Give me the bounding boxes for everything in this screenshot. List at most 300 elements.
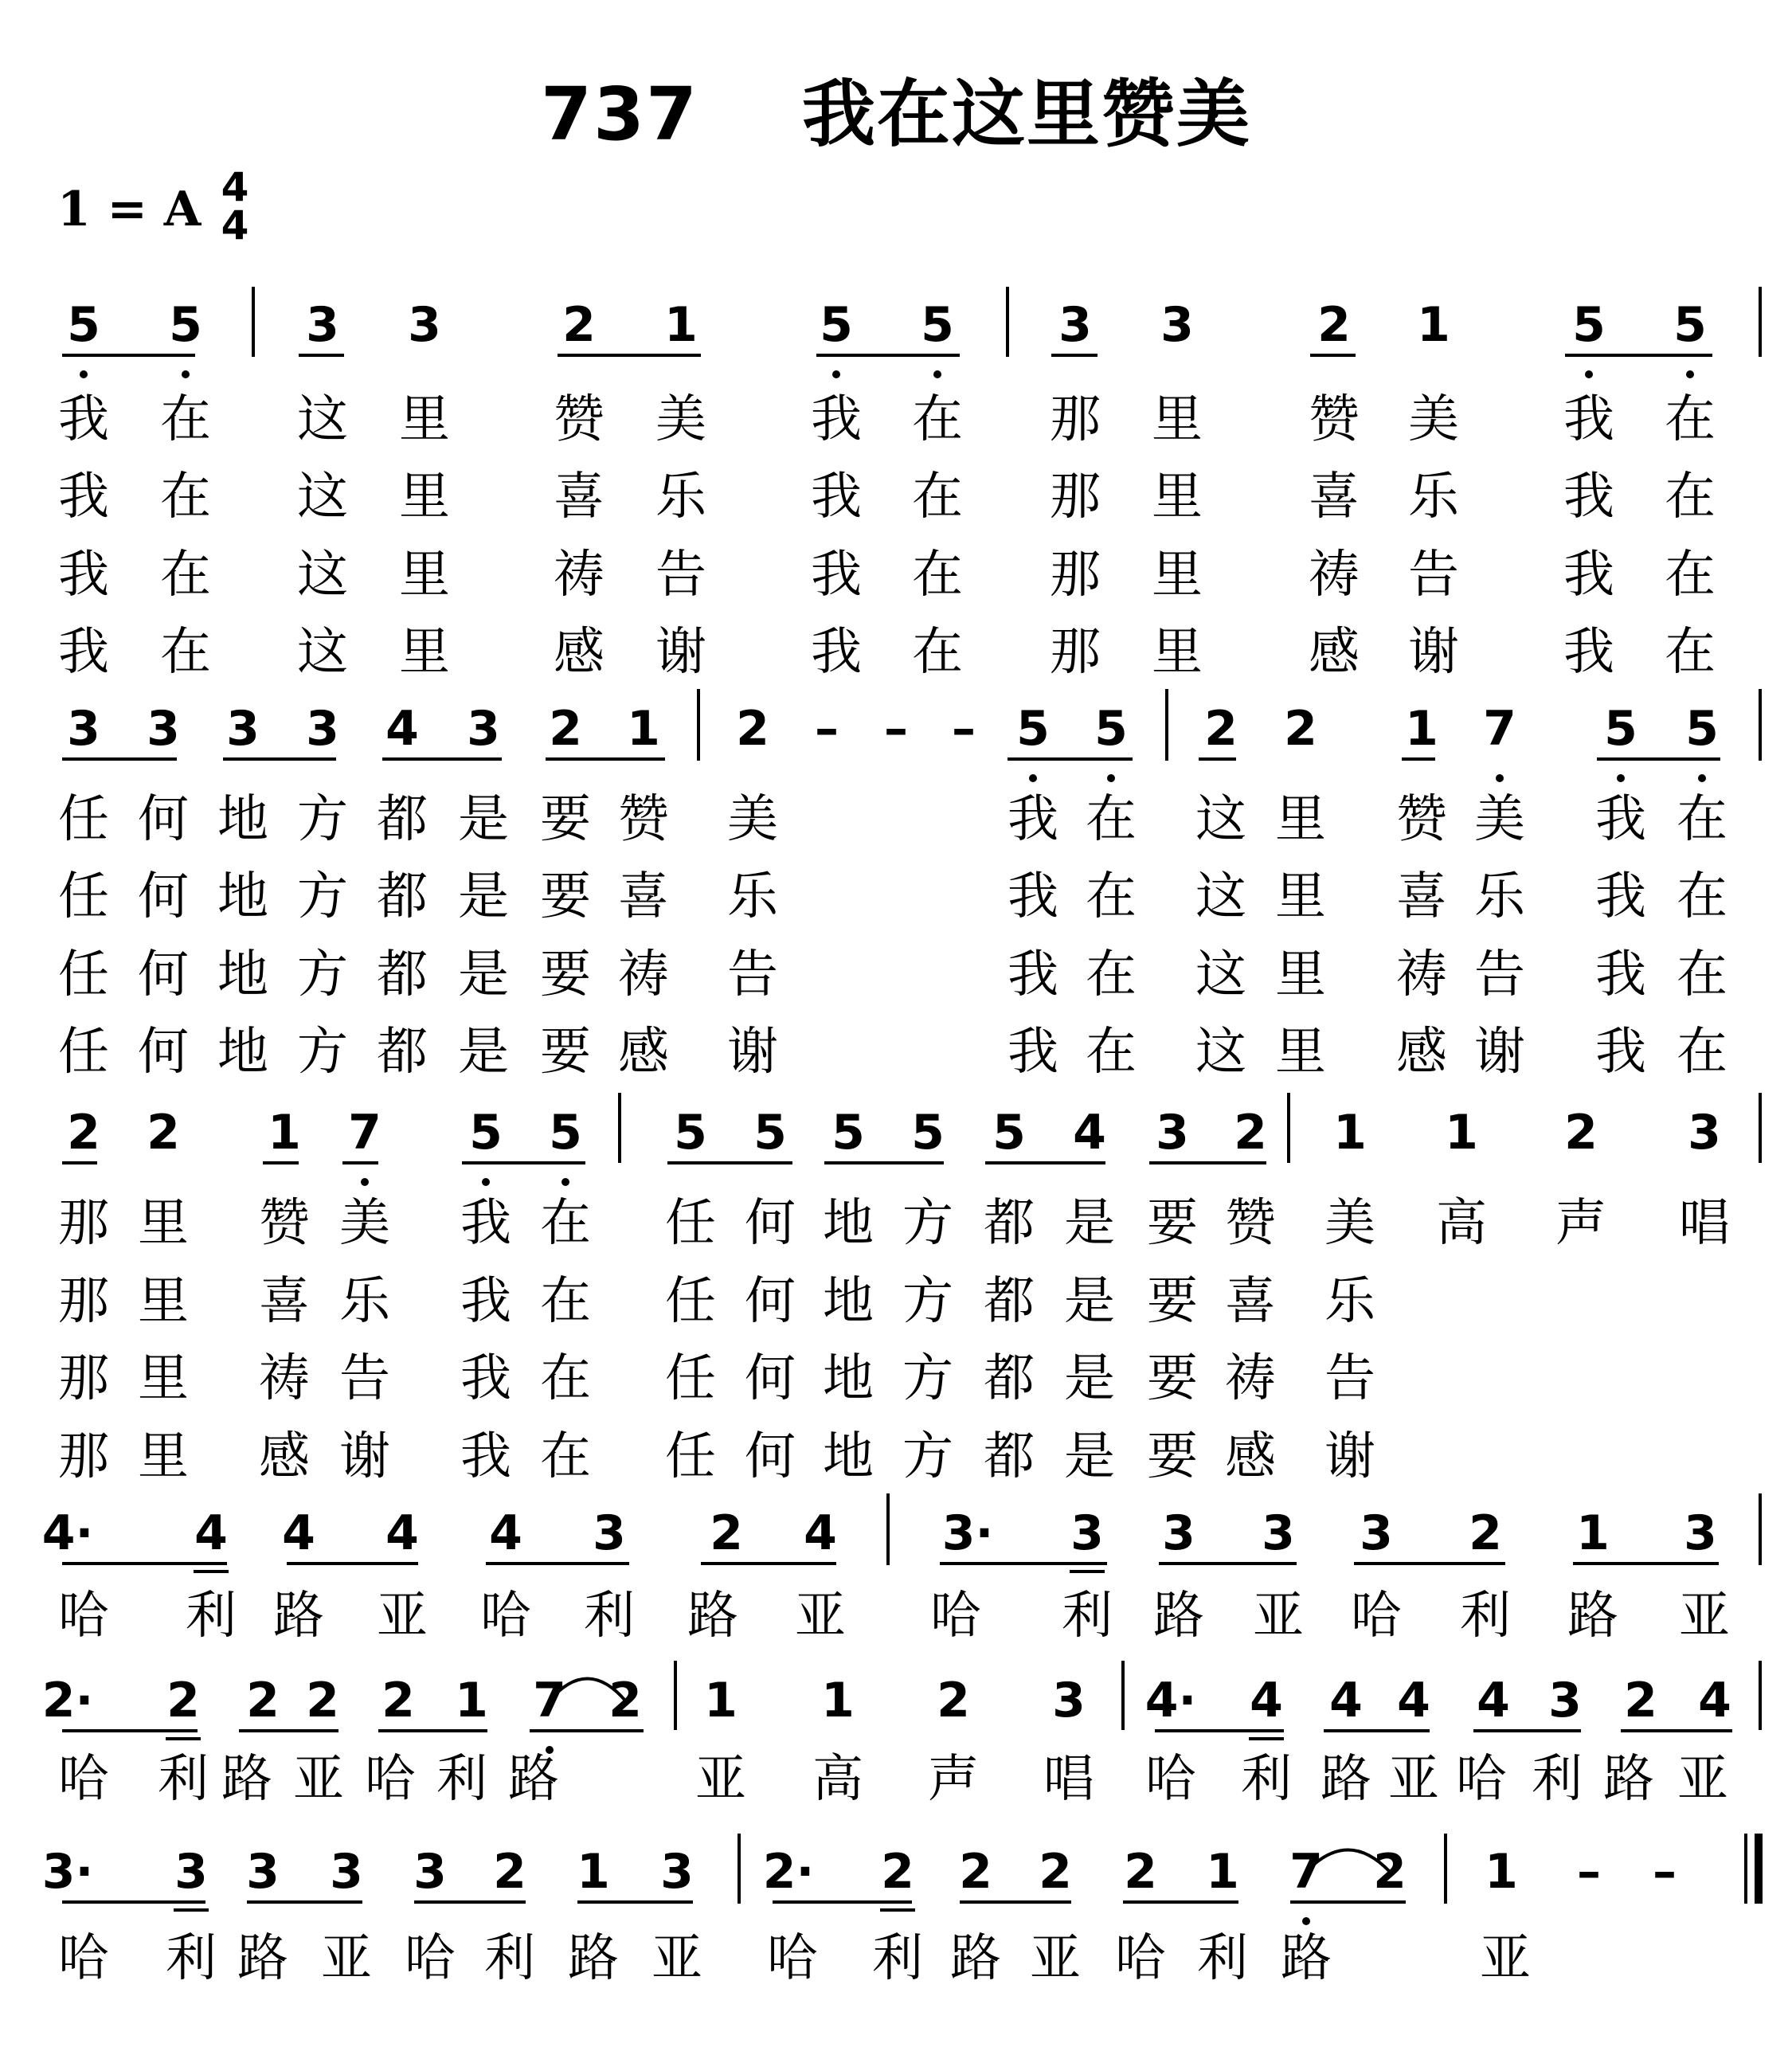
lyric-3-3-12: 是 bbox=[1064, 1349, 1115, 1408]
note-3-16: 1 bbox=[1445, 1105, 1478, 1161]
octave-dot-2-19 bbox=[1617, 774, 1625, 782]
lyric-2-3-17: 在 bbox=[1677, 945, 1727, 1004]
lyric-6-1-8: 亚 bbox=[651, 1929, 702, 1988]
lyric-1-4-3: 这 bbox=[297, 623, 348, 682]
note-3-4: 7 bbox=[348, 1105, 381, 1161]
lyric-6-1-11: 路 bbox=[950, 1929, 1001, 1988]
lyric-3-1-16: 高 bbox=[1436, 1194, 1487, 1253]
note-3-14: 2 bbox=[1234, 1105, 1267, 1161]
lyric-5-1-19: 亚 bbox=[1677, 1750, 1728, 1809]
time-bottom: 4 bbox=[221, 202, 249, 249]
lyric-3-1-11: 都 bbox=[984, 1194, 1035, 1253]
note-6-19: – bbox=[1653, 1844, 1677, 1900]
note-3-10: 5 bbox=[911, 1105, 945, 1161]
note-6-7: 1 bbox=[577, 1844, 610, 1900]
note-5-4: 2 bbox=[306, 1673, 339, 1728]
lyric-2-3-3: 地 bbox=[217, 945, 268, 1004]
lyric-3-1-5: 我 bbox=[460, 1194, 511, 1253]
note-4-16: 3 bbox=[1684, 1505, 1717, 1561]
lyric-3-4-3: 感 bbox=[259, 1427, 310, 1486]
lyric-1-1-14: 在 bbox=[1665, 390, 1716, 449]
lyric-2-2-13: 里 bbox=[1275, 867, 1326, 926]
lyric-2-4-1: 任 bbox=[58, 1023, 109, 1082]
octave-dot-1-7 bbox=[832, 370, 840, 378]
note-5-12: 3 bbox=[1052, 1673, 1086, 1728]
note-4-9: 3· bbox=[941, 1505, 994, 1561]
lyric-5-1-14: 路 bbox=[1321, 1750, 1371, 1809]
lyric-1-2-6: 乐 bbox=[655, 468, 706, 526]
lyric-3-1-13: 要 bbox=[1147, 1194, 1198, 1253]
lyric-1-3-5: 祷 bbox=[554, 546, 605, 605]
lyric-2-3-7: 要 bbox=[540, 945, 591, 1004]
lyric-6-1-4: 亚 bbox=[321, 1929, 372, 1988]
lyric-6-1-15: 路 bbox=[1281, 1929, 1332, 1988]
lyric-2-2-14: 喜 bbox=[1396, 867, 1447, 926]
lyric-1-4-7: 我 bbox=[811, 623, 862, 682]
lyric-2-2-8: 喜 bbox=[618, 867, 669, 926]
lyric-5-1-17: 利 bbox=[1532, 1750, 1583, 1809]
note-2-16: 2 bbox=[1284, 701, 1317, 757]
note-6-8: 3 bbox=[660, 1844, 694, 1900]
lyric-4-1-16: 亚 bbox=[1679, 1587, 1730, 1646]
lyric-1-3-10: 里 bbox=[1152, 546, 1203, 605]
lyric-3-3-2: 里 bbox=[138, 1349, 189, 1408]
lyric-6-1-2: 利 bbox=[166, 1929, 217, 1988]
note-4-14: 2 bbox=[1469, 1505, 1502, 1561]
lyric-1-2-1: 我 bbox=[58, 468, 109, 526]
lyric-4-1-7: 路 bbox=[687, 1587, 738, 1646]
note-2-7: 2 bbox=[549, 701, 582, 757]
lyric-2-4-15: 谢 bbox=[1474, 1023, 1525, 1082]
lyric-1-2-10: 里 bbox=[1152, 468, 1203, 526]
lyric-2-1-12: 这 bbox=[1195, 790, 1246, 849]
lyric-3-1-14: 赞 bbox=[1225, 1194, 1276, 1253]
lyric-1-2-7: 我 bbox=[811, 468, 862, 526]
lyric-3-1-18: 唱 bbox=[1679, 1194, 1730, 1253]
octave-dot-3-6 bbox=[561, 1178, 569, 1186]
lyric-1-3-3: 这 bbox=[297, 546, 348, 605]
lyric-4-1-5: 哈 bbox=[480, 1587, 531, 1646]
lyric-1-1-5: 赞 bbox=[554, 390, 605, 449]
lyric-1-3-6: 告 bbox=[655, 546, 706, 605]
lyric-3-4-4: 谢 bbox=[339, 1427, 390, 1486]
lyric-1-1-9: 那 bbox=[1050, 390, 1101, 449]
octave-dot-1-2 bbox=[182, 370, 190, 378]
lyric-1-1-8: 在 bbox=[912, 390, 963, 449]
note-3-3: 1 bbox=[268, 1105, 301, 1161]
lyric-2-1-4: 方 bbox=[297, 790, 348, 849]
lyric-1-1-7: 我 bbox=[811, 390, 862, 449]
lyric-1-3-4: 里 bbox=[399, 546, 450, 605]
lyric-2-2-15: 乐 bbox=[1474, 867, 1525, 926]
lyric-4-1-11: 路 bbox=[1153, 1587, 1204, 1646]
octave-dot-1-8 bbox=[933, 370, 941, 378]
lyric-3-1-10: 方 bbox=[902, 1194, 953, 1253]
lyric-2-4-3: 地 bbox=[217, 1023, 268, 1082]
lyric-4-1-1: 哈 bbox=[58, 1587, 109, 1646]
note-6-17: 1 bbox=[1485, 1844, 1518, 1900]
lyric-2-3-10: 我 bbox=[1008, 945, 1058, 1004]
lyric-1-3-7: 我 bbox=[811, 546, 862, 605]
lyric-2-1-14: 赞 bbox=[1396, 790, 1447, 849]
lyric-3-3-1: 那 bbox=[58, 1349, 109, 1408]
lyric-5-1-1: 哈 bbox=[58, 1750, 109, 1809]
lyric-3-4-10: 方 bbox=[902, 1427, 953, 1486]
lyric-3-3-8: 何 bbox=[745, 1349, 796, 1408]
note-2-18: 7 bbox=[1483, 701, 1516, 757]
lyric-3-3-10: 方 bbox=[902, 1349, 953, 1408]
lyric-2-1-17: 在 bbox=[1677, 790, 1727, 849]
lyric-3-3-4: 告 bbox=[339, 1349, 390, 1408]
lyric-3-4-13: 要 bbox=[1147, 1427, 1198, 1486]
lyric-6-1-5: 哈 bbox=[405, 1929, 456, 1988]
lyric-1-1-3: 这 bbox=[297, 390, 348, 449]
note-6-3: 3 bbox=[246, 1844, 280, 1900]
lyric-3-2-5: 我 bbox=[460, 1272, 511, 1331]
lyric-2-4-9: 谢 bbox=[727, 1023, 778, 1082]
lyric-2-1-7: 要 bbox=[540, 790, 591, 849]
note-4-15: 1 bbox=[1576, 1505, 1610, 1561]
hymn-name: 我在这里赞美 bbox=[802, 72, 1252, 157]
lyric-2-1-3: 地 bbox=[217, 790, 268, 849]
note-6-2: 3 bbox=[174, 1844, 208, 1900]
lyric-6-1-13: 哈 bbox=[1115, 1929, 1166, 1988]
note-6-11: 2 bbox=[959, 1844, 992, 1900]
note-3-6: 5 bbox=[549, 1105, 582, 1161]
lyric-3-1-17: 声 bbox=[1555, 1194, 1606, 1253]
lyric-4-1-4: 亚 bbox=[377, 1587, 428, 1646]
note-2-11: – bbox=[884, 701, 908, 757]
lyric-1-2-2: 在 bbox=[160, 468, 211, 526]
note-3-12: 4 bbox=[1073, 1105, 1106, 1161]
lyric-3-4-15: 谢 bbox=[1324, 1427, 1375, 1486]
lyric-3-2-7: 任 bbox=[665, 1272, 716, 1331]
lyric-2-4-10: 我 bbox=[1008, 1023, 1058, 1082]
lyric-2-2-10: 我 bbox=[1008, 867, 1058, 926]
lyric-2-4-11: 在 bbox=[1086, 1023, 1137, 1082]
note-1-5: 2 bbox=[562, 297, 596, 353]
lyric-3-2-10: 方 bbox=[902, 1272, 953, 1331]
hymn-number: 737 bbox=[540, 72, 699, 157]
lyric-6-1-12: 亚 bbox=[1030, 1929, 1081, 1988]
lyric-2-3-8: 祷 bbox=[618, 945, 669, 1004]
lyric-1-4-14: 在 bbox=[1665, 623, 1716, 682]
note-6-10: 2 bbox=[881, 1844, 914, 1900]
lyric-1-2-9: 那 bbox=[1050, 468, 1101, 526]
lyric-2-2-5: 都 bbox=[377, 867, 428, 926]
note-6-15: 7 bbox=[1289, 1844, 1323, 1900]
lyric-5-1-12: 哈 bbox=[1145, 1750, 1196, 1809]
note-1-4: 3 bbox=[408, 297, 441, 353]
note-5-3: 2 bbox=[246, 1673, 280, 1728]
lyric-1-3-1: 我 bbox=[58, 546, 109, 605]
note-2-5: 4 bbox=[385, 701, 419, 757]
note-6-6: 2 bbox=[493, 1844, 526, 1900]
note-2-9: 2 bbox=[736, 701, 769, 757]
lyric-5-1-16: 哈 bbox=[1456, 1750, 1507, 1809]
lyric-3-2-3: 喜 bbox=[259, 1272, 310, 1331]
note-2-4: 3 bbox=[306, 701, 339, 757]
note-3-17: 2 bbox=[1564, 1105, 1598, 1161]
lyric-5-1-6: 利 bbox=[436, 1750, 487, 1809]
lyric-2-3-15: 告 bbox=[1474, 945, 1525, 1004]
lyric-5-1-11: 唱 bbox=[1043, 1750, 1094, 1809]
lyric-6-1-10: 利 bbox=[872, 1929, 923, 1988]
note-4-7: 2 bbox=[710, 1505, 743, 1561]
note-6-16: 2 bbox=[1373, 1844, 1407, 1900]
octave-dot-2-14 bbox=[1107, 774, 1115, 782]
lyric-1-4-5: 感 bbox=[554, 623, 605, 682]
lyric-3-4-12: 是 bbox=[1064, 1427, 1115, 1486]
note-4-5: 4 bbox=[489, 1505, 522, 1561]
lyric-4-1-3: 路 bbox=[273, 1587, 324, 1646]
lyric-3-1-7: 任 bbox=[665, 1194, 716, 1253]
note-1-6: 1 bbox=[664, 297, 698, 353]
note-5-14: 4 bbox=[1250, 1673, 1283, 1728]
lyric-6-1-9: 哈 bbox=[767, 1929, 818, 1988]
lyric-2-3-2: 何 bbox=[138, 945, 189, 1004]
lyric-3-2-8: 何 bbox=[745, 1272, 796, 1331]
note-4-3: 4 bbox=[282, 1505, 315, 1561]
lyric-1-1-4: 里 bbox=[399, 390, 450, 449]
lyric-3-1-6: 在 bbox=[540, 1194, 591, 1253]
note-2-19: 5 bbox=[1604, 701, 1637, 757]
lyric-2-2-7: 要 bbox=[540, 867, 591, 926]
lyric-4-1-8: 亚 bbox=[795, 1587, 846, 1646]
lyric-3-4-2: 里 bbox=[138, 1427, 189, 1486]
lyric-2-2-11: 在 bbox=[1086, 867, 1137, 926]
lyric-2-3-13: 里 bbox=[1275, 945, 1326, 1004]
lyric-3-4-1: 那 bbox=[58, 1427, 109, 1486]
lyric-5-1-15: 亚 bbox=[1388, 1750, 1439, 1809]
lyric-3-3-13: 要 bbox=[1147, 1349, 1198, 1408]
key-signature: 1 = A bbox=[57, 182, 202, 237]
note-5-7: 7 bbox=[533, 1673, 566, 1728]
note-3-7: 5 bbox=[674, 1105, 707, 1161]
note-3-18: 3 bbox=[1688, 1105, 1721, 1161]
lyric-6-1-14: 利 bbox=[1197, 1929, 1248, 1988]
lyric-2-2-2: 何 bbox=[138, 867, 189, 926]
lyric-3-4-6: 在 bbox=[540, 1427, 591, 1486]
lyric-2-1-10: 我 bbox=[1008, 790, 1058, 849]
note-5-5: 2 bbox=[381, 1673, 415, 1728]
lyric-2-4-6: 是 bbox=[458, 1023, 509, 1082]
lyric-6-1-16: 亚 bbox=[1480, 1929, 1531, 1988]
lyric-2-1-15: 美 bbox=[1474, 790, 1525, 849]
lyric-6-1-1: 哈 bbox=[58, 1929, 109, 1988]
lyric-1-2-8: 在 bbox=[912, 468, 963, 526]
lyric-2-4-17: 在 bbox=[1677, 1023, 1727, 1082]
lyric-2-4-14: 感 bbox=[1396, 1023, 1447, 1082]
lyric-1-4-1: 我 bbox=[58, 623, 109, 682]
lyric-5-1-4: 亚 bbox=[293, 1750, 344, 1809]
note-2-6: 3 bbox=[467, 701, 500, 757]
lyric-5-1-18: 路 bbox=[1603, 1750, 1654, 1809]
lyric-2-2-6: 是 bbox=[458, 867, 509, 926]
note-1-8: 5 bbox=[921, 297, 954, 353]
lyric-4-1-12: 亚 bbox=[1253, 1587, 1304, 1646]
lyric-1-2-12: 乐 bbox=[1408, 468, 1459, 526]
lyric-1-4-8: 在 bbox=[912, 623, 963, 682]
note-4-8: 4 bbox=[804, 1505, 837, 1561]
note-5-6: 1 bbox=[455, 1673, 488, 1728]
lyric-2-4-7: 要 bbox=[540, 1023, 591, 1082]
note-2-12: – bbox=[952, 701, 976, 757]
lyric-4-1-15: 路 bbox=[1567, 1587, 1618, 1646]
note-6-9: 2· bbox=[762, 1844, 815, 1900]
lyric-2-2-12: 这 bbox=[1195, 867, 1246, 926]
lyric-1-1-10: 里 bbox=[1152, 390, 1203, 449]
lyric-1-2-5: 喜 bbox=[554, 468, 605, 526]
lyric-3-3-14: 祷 bbox=[1225, 1349, 1276, 1408]
lyric-1-3-9: 那 bbox=[1050, 546, 1101, 605]
note-6-12: 2 bbox=[1039, 1844, 1072, 1900]
lyric-3-4-9: 地 bbox=[823, 1427, 874, 1486]
lyric-1-3-14: 在 bbox=[1665, 546, 1716, 605]
lyric-3-2-15: 乐 bbox=[1324, 1272, 1375, 1331]
lyric-3-3-6: 在 bbox=[540, 1349, 591, 1408]
note-1-12: 1 bbox=[1417, 297, 1450, 353]
lyric-3-4-14: 感 bbox=[1225, 1427, 1276, 1486]
lyric-1-4-10: 里 bbox=[1152, 623, 1203, 682]
lyric-6-1-3: 路 bbox=[237, 1929, 288, 1988]
lyric-3-3-7: 任 bbox=[665, 1349, 716, 1408]
lyric-1-1-2: 在 bbox=[160, 390, 211, 449]
lyric-1-2-14: 在 bbox=[1665, 468, 1716, 526]
lyric-2-3-12: 这 bbox=[1195, 945, 1246, 1004]
note-1-11: 2 bbox=[1317, 297, 1351, 353]
note-3-1: 2 bbox=[67, 1105, 100, 1161]
lyric-4-1-6: 利 bbox=[584, 1587, 635, 1646]
note-2-15: 2 bbox=[1204, 701, 1238, 757]
note-2-13: 5 bbox=[1016, 701, 1050, 757]
lyric-4-1-10: 利 bbox=[1062, 1587, 1113, 1646]
note-4-10: 3 bbox=[1070, 1505, 1104, 1561]
lyric-2-1-13: 里 bbox=[1275, 790, 1326, 849]
note-1-9: 3 bbox=[1058, 297, 1092, 353]
note-4-4: 4 bbox=[385, 1505, 419, 1561]
note-1-10: 3 bbox=[1160, 297, 1194, 353]
note-5-15: 4 bbox=[1329, 1673, 1363, 1728]
note-5-11: 2 bbox=[937, 1673, 970, 1728]
note-3-11: 5 bbox=[992, 1105, 1026, 1161]
note-2-14: 5 bbox=[1094, 701, 1128, 757]
lyric-2-2-17: 在 bbox=[1677, 867, 1727, 926]
lyric-3-2-6: 在 bbox=[540, 1272, 591, 1331]
lyric-3-4-7: 任 bbox=[665, 1427, 716, 1486]
lyric-2-4-12: 这 bbox=[1195, 1023, 1246, 1082]
lyric-2-2-16: 我 bbox=[1595, 867, 1646, 926]
lyric-3-3-9: 地 bbox=[823, 1349, 874, 1408]
lyric-2-1-11: 在 bbox=[1086, 790, 1137, 849]
note-3-8: 5 bbox=[753, 1105, 787, 1161]
lyric-3-1-9: 地 bbox=[823, 1194, 874, 1253]
note-5-2: 2 bbox=[166, 1673, 200, 1728]
lyric-3-2-11: 都 bbox=[984, 1272, 1035, 1331]
lyric-6-1-6: 利 bbox=[484, 1929, 535, 1988]
lyric-1-1-12: 美 bbox=[1408, 390, 1459, 449]
note-2-2: 3 bbox=[147, 701, 180, 757]
lyric-1-2-13: 我 bbox=[1563, 468, 1614, 526]
lyric-2-4-13: 里 bbox=[1275, 1023, 1326, 1082]
note-5-1: 2· bbox=[41, 1673, 94, 1728]
lyric-1-4-9: 那 bbox=[1050, 623, 1101, 682]
note-2-1: 3 bbox=[67, 701, 100, 757]
note-4-1: 4· bbox=[41, 1505, 94, 1561]
note-3-5: 5 bbox=[469, 1105, 503, 1161]
octave-dot-1-13 bbox=[1585, 370, 1593, 378]
lyric-2-1-9: 美 bbox=[727, 790, 778, 849]
lyric-3-4-8: 何 bbox=[745, 1427, 796, 1486]
note-4-2: 4 bbox=[194, 1505, 228, 1561]
lyric-3-1-3: 赞 bbox=[259, 1194, 310, 1253]
note-4-12: 3 bbox=[1262, 1505, 1295, 1561]
lyric-1-4-4: 里 bbox=[399, 623, 450, 682]
note-5-20: 4 bbox=[1698, 1673, 1731, 1728]
lyric-3-2-2: 里 bbox=[138, 1272, 189, 1331]
octave-dot-6-15 bbox=[1302, 1917, 1310, 1925]
lyric-5-1-13: 利 bbox=[1241, 1750, 1292, 1809]
lyric-2-3-11: 在 bbox=[1086, 945, 1137, 1004]
lyric-5-1-2: 利 bbox=[158, 1750, 209, 1809]
lyric-3-1-1: 那 bbox=[58, 1194, 109, 1253]
lyric-2-3-9: 告 bbox=[727, 945, 778, 1004]
note-1-3: 3 bbox=[306, 297, 339, 353]
lyric-3-1-4: 美 bbox=[339, 1194, 390, 1253]
note-3-9: 5 bbox=[831, 1105, 865, 1161]
note-2-10: – bbox=[815, 701, 839, 757]
lyric-3-3-11: 都 bbox=[984, 1349, 1035, 1408]
note-4-11: 3 bbox=[1162, 1505, 1195, 1561]
note-6-13: 2 bbox=[1124, 1844, 1157, 1900]
note-2-17: 1 bbox=[1405, 701, 1438, 757]
lyric-2-3-14: 祷 bbox=[1396, 945, 1447, 1004]
lyric-3-2-4: 乐 bbox=[339, 1272, 390, 1331]
lyric-2-1-8: 赞 bbox=[618, 790, 669, 849]
lyric-2-4-16: 我 bbox=[1595, 1023, 1646, 1082]
lyric-1-3-2: 在 bbox=[160, 546, 211, 605]
lyric-3-3-15: 告 bbox=[1324, 1349, 1375, 1408]
octave-dot-1-1 bbox=[80, 370, 88, 378]
note-5-13: 4· bbox=[1144, 1673, 1197, 1728]
note-1-7: 5 bbox=[820, 297, 853, 353]
note-1-14: 5 bbox=[1673, 297, 1707, 353]
lyric-3-4-11: 都 bbox=[984, 1427, 1035, 1486]
octave-dot-2-18 bbox=[1496, 774, 1504, 782]
lyric-2-4-4: 方 bbox=[297, 1023, 348, 1082]
lyric-2-2-9: 乐 bbox=[727, 867, 778, 926]
lyric-1-2-4: 里 bbox=[399, 468, 450, 526]
lyric-3-1-12: 是 bbox=[1064, 1194, 1115, 1253]
note-2-20: 5 bbox=[1685, 701, 1719, 757]
note-5-17: 4 bbox=[1477, 1673, 1510, 1728]
lyric-4-1-14: 利 bbox=[1460, 1587, 1511, 1646]
lyric-3-1-8: 何 bbox=[745, 1194, 796, 1253]
lyric-5-1-9: 高 bbox=[812, 1750, 863, 1809]
lyric-3-2-14: 喜 bbox=[1225, 1272, 1276, 1331]
note-2-8: 1 bbox=[627, 701, 660, 757]
lyric-1-3-11: 祷 bbox=[1309, 546, 1360, 605]
lyric-2-2-1: 任 bbox=[58, 867, 109, 926]
lyric-2-1-16: 我 bbox=[1595, 790, 1646, 849]
lyric-6-1-7: 路 bbox=[568, 1929, 619, 1988]
lyric-4-1-13: 哈 bbox=[1351, 1587, 1402, 1646]
lyric-3-3-3: 祷 bbox=[259, 1349, 310, 1408]
note-6-5: 3 bbox=[413, 1844, 447, 1900]
lyric-1-4-11: 感 bbox=[1309, 623, 1360, 682]
lyric-3-2-12: 是 bbox=[1064, 1272, 1115, 1331]
lyric-1-3-13: 我 bbox=[1563, 546, 1614, 605]
